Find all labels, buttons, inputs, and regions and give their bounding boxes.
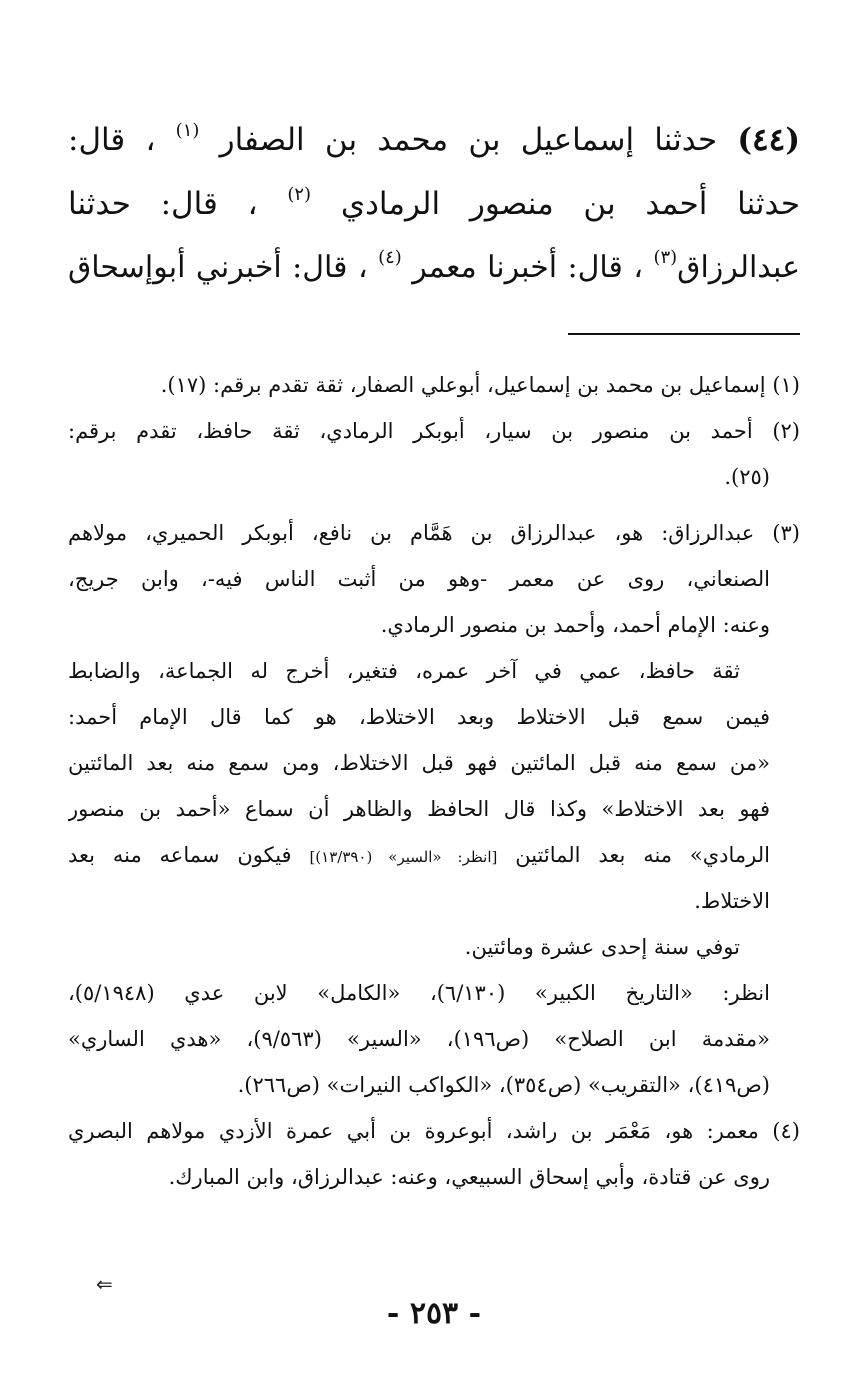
footnote-3-line: الصنعاني، روى عن معمر -وهو من أثبت الناس فيه-، وابن جريج،: [68, 567, 770, 591]
footnote-ref: (٣): [653, 247, 678, 268]
footnote-3-line: توفي سنة إحدى عشرة ومائتين.: [464, 935, 740, 959]
hadith-line-3: [68, 236, 800, 300]
footnote-ref: (٢): [287, 184, 312, 205]
hadith-number: (٤٤): [737, 122, 800, 158]
hadith-text-segment: حدثنا إسماعيل بن محمد بن الصفار: [219, 122, 718, 158]
page-number: - ٢٥٣ -: [386, 1296, 482, 1331]
footnote-ref: (١): [175, 120, 200, 141]
footnote-gap: [68, 500, 800, 510]
continue-arrow-icon: ⇐: [96, 1272, 113, 1296]
hadith-text-segment: ، قال: أخبرنا معمر: [412, 250, 643, 285]
footnote-text-segment: فيكون سماعه منه بعد: [68, 843, 292, 867]
footnote-3-line: «من سمع منه قبل المائتين فهو قبل الاختلاط، ومن سمع منه بعد المائتين: [68, 751, 770, 775]
hadith-line-1: [68, 108, 800, 172]
footnote-2-line: (٢٥).: [724, 465, 770, 489]
footnote-3-line: ثقة حافظ، عمي في آخر عمره، فتغير، أخرج له الجماعة، والضابط: [68, 659, 740, 683]
footnote-4-line: روى عن قتادة، وأبي إسحاق السبيعي، وعنه: عبدالرزاق، وابن المبارك.: [168, 1165, 770, 1189]
footnotes: [68, 362, 800, 1200]
footnote-ref: (٤): [378, 247, 402, 268]
hadith-text-segment: عبدالرزاق: [677, 250, 800, 285]
footnote-3-line: (٣) عبدالرزاق: هو، عبدالرزاق بن هَمَّام بن نافع، أبوبكر الحميري، مولاهم: [68, 521, 800, 545]
footnote-3-line: فيمن سمع قبل الاختلاط وبعد الاختلاط، هو كما قال الإمام أحمد:: [68, 705, 770, 729]
hadith-text-segment: ، قال:: [68, 122, 156, 158]
footnote-inline-reference: [انظر: «السير» (١٣/٣٩٠)]: [309, 848, 498, 866]
hadith-line-2: [68, 172, 800, 236]
footnote-separator: [568, 333, 800, 335]
hadith-text-segment: حدثنا أحمد بن منصور الرمادي: [340, 186, 800, 222]
footnote-4-line: (٤) معمر: هو، مَعْمَر بن راشد، أبوعروة بن أبي عمرة الأزدي مولاهم البصري: [68, 1119, 800, 1143]
footnote-3-line: الاختلاط.: [694, 889, 770, 913]
footnote-3-line: (ص٤١٩)، «التقريب» (ص٣٥٤)، «الكواكب النيرات» (ص٢٦٦).: [237, 1073, 770, 1097]
footnote-3-line: فهو بعد الاختلاط» وكذا قال الحافظ والظاهر أن سماع «أحمد بن منصور: [68, 797, 770, 821]
hadith-text-segment: ، قال: حدثنا: [68, 186, 258, 222]
hadith-text-segment: ، قال: أخبرني أبوإسحاق: [68, 250, 368, 285]
footnote-3-line: [68, 832, 800, 878]
footnote-1: (١) إسماعيل بن محمد بن إسماعيل، أبوعلي الصفار، ثقة تقدم برقم: (١٧).: [160, 373, 800, 397]
hadith-text: [68, 108, 800, 300]
footnote-3-line: انظر: «التاريخ الكبير» (٦/١٣٠)، «الكامل» لابن عدي (٥/١٩٤٨)،: [68, 981, 770, 1005]
footnote-3-line: وعنه: الإمام أحمد، وأحمد بن منصور الرمادي.: [380, 613, 770, 637]
footnote-2-line: (٢) أحمد بن منصور بن سيار، أبوبكر الرمادي، ثقة حافظ، تقدم برقم:: [68, 419, 800, 443]
footnote-3-line: «مقدمة ابن الصلاح» (ص١٩٦)، «السير» (٩/٥٦٣)، «هدي الساري»: [68, 1027, 770, 1051]
footnote-text-segment: الرمادي» منه بعد المائتين: [515, 843, 770, 867]
